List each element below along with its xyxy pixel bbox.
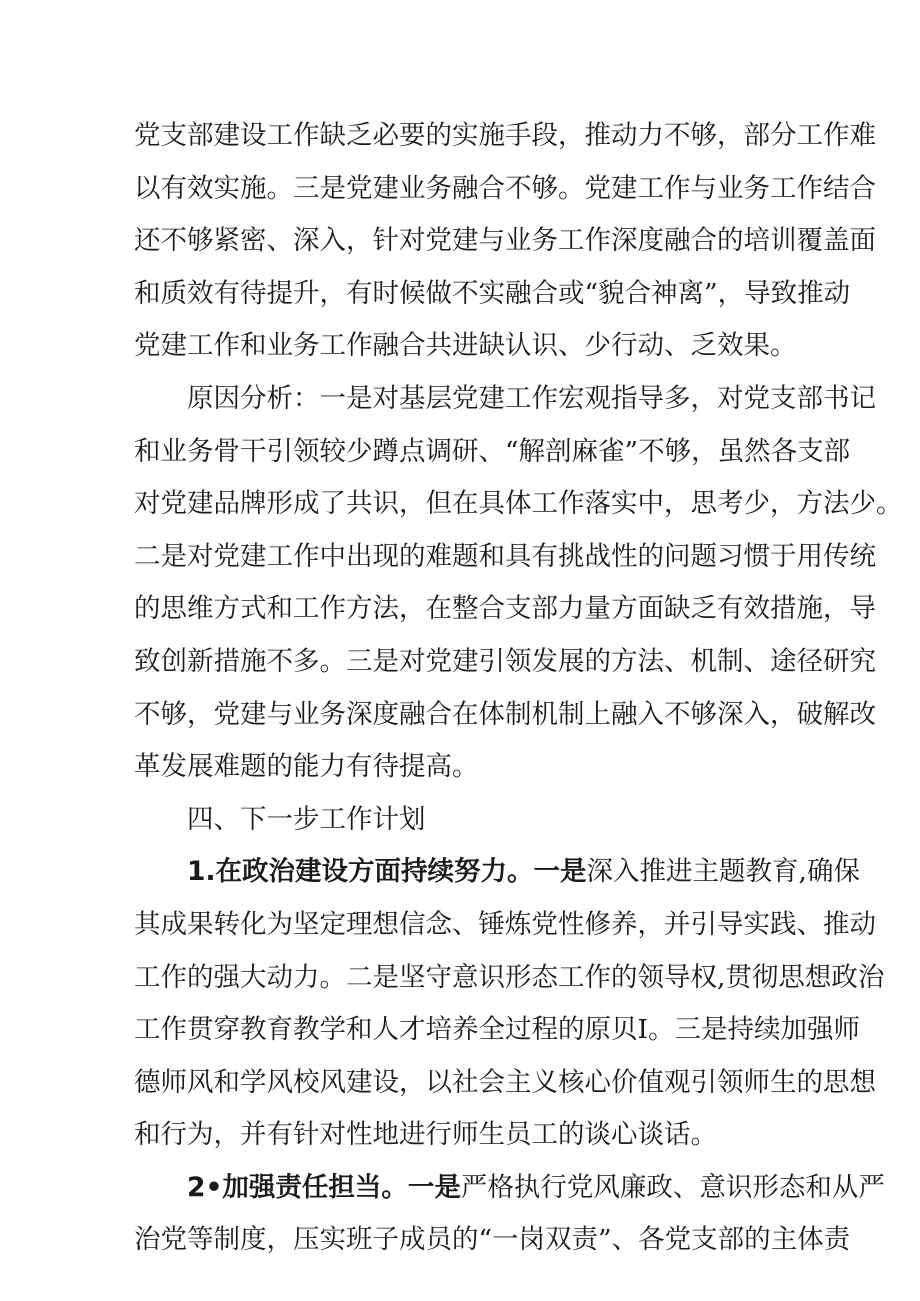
item-bold-lead: 2•加强责任担当。一是: [187, 1171, 461, 1203]
item-first-line: [134, 1162, 885, 1215]
text-line: 不够，党建与业务深度融合在体制机制上融入不够深入，破解改: [134, 698, 876, 730]
text-line: 和质效有待提升，有时候做不实融合或“貌合神离”，导致推动: [134, 277, 851, 309]
item-first-line: [134, 846, 860, 899]
text-line: 对党建品牌形成了共识，但在具体工作落实中，思考少，方法少。: [134, 488, 903, 520]
text-line: 党建工作和业务工作融合共进缺认识、少行动、乏效果。: [134, 330, 797, 362]
text-line: 德师风和学风校风建设，以社会主义核心价值观引领师生的思想: [134, 1066, 876, 1098]
text-line: 工作贯穿教育教学和人才培养全过程的原贝I。三是持续加强师: [134, 1014, 860, 1046]
text-line: 治党等制度，压实班子成员的“一岗双责”、各党支部的主体责: [134, 1224, 851, 1256]
section-heading: 四、下一步工作计划: [187, 803, 426, 835]
text-line: 工作的强大动力。二是坚守意识形态工作的领导权,贯彻思想政治: [134, 961, 885, 993]
text-line: 的思维方式和工作方法，在整合支部力量方面缺乏有效措施，导: [134, 593, 876, 625]
text-line: 致创新措施不多。三是对党建引领发展的方法、机制、途径研究: [134, 645, 876, 677]
document-body: [134, 110, 903, 1267]
text-line: 还不够紧密、深入，针对党建与业务工作深度融合的培训覆盖面: [134, 225, 876, 257]
item-bold-lead: 1.在政治建设方面持续努力。一是: [187, 856, 587, 888]
text-line: 革发展难题的能力有待提高。: [134, 751, 479, 783]
text-line: 原因分析：一是对基层党建工作宏观指导多，对党支部书记: [187, 382, 876, 414]
text-line: 党支部建设工作缺乏必要的实施手段，推动力不够，部分工作难: [134, 120, 876, 151]
text-line: 和行为，并有针对性地进行师生员工的谈心谈话。: [134, 1119, 717, 1151]
item-first-rest: 深入推进主题教育,确保: [586, 856, 860, 888]
text-line: 以有效实施。三是党建业务融合不够。党建工作与业务工作结合: [134, 172, 876, 204]
text-line: 和业务骨干引领较少蹲点调研、“解剖麻雀”不够，虽然各支部: [134, 435, 851, 467]
text-line: 二是对党建工作中出现的难题和具有挑战性的问题习惯于用传统: [134, 540, 876, 572]
text-line: 其成果转化为坚定理想信念、锤炼党性修养，并引导实践、推动: [134, 908, 876, 940]
item-first-rest: 严格执行党风廉政、意识形态和从严: [460, 1171, 885, 1203]
